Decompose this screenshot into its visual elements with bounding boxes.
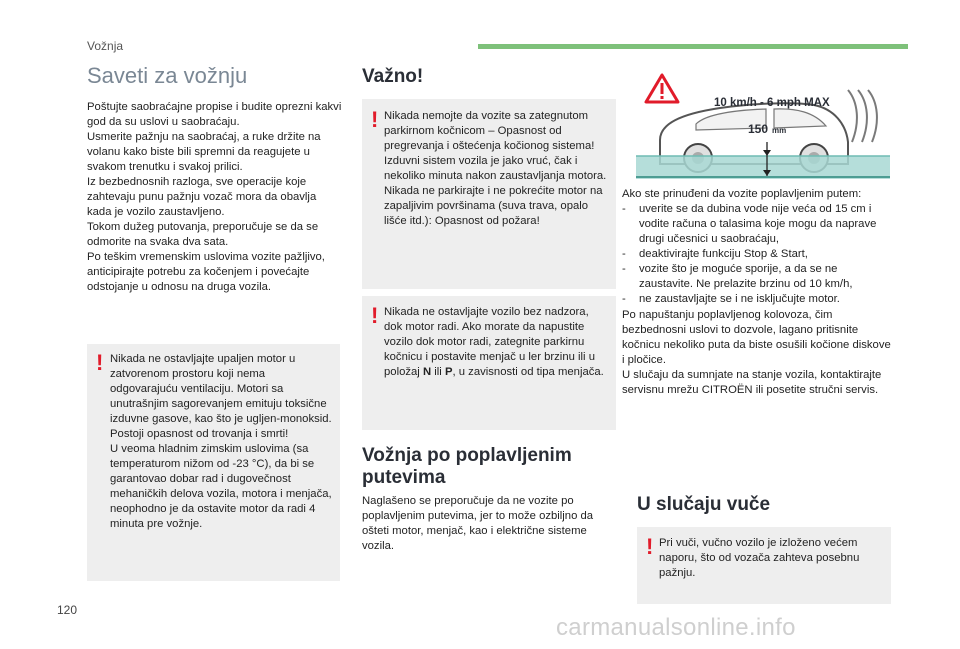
warning-exclamation-icon: ! bbox=[371, 303, 379, 328]
warning-exclamation-icon: ! bbox=[371, 107, 379, 132]
warning-box-parking-brake bbox=[362, 99, 616, 289]
flooded-roads-paragraph: Naglašeno se preporučuje da ne vozite po poplavljenim putevima, jer to može ozbiljno da ošteti motor, menjač, kao i električne sisteme vozila. bbox=[362, 495, 594, 552]
flooded-intro: Ako ste prinuđeni da vozite poplavljenim putem: bbox=[622, 188, 862, 200]
title-driving-tips: Saveti za vožnju bbox=[87, 63, 248, 88]
hazard-triangle-icon bbox=[646, 75, 678, 102]
after-flooding-paragraph: Po napuštanju poplavljenog kolovoza, čim bezbednosni uslovi to dozvole, lagano pritisnite kočnicu nekoliko puta da biste osušili kočione diskove i pločice. U slučaju da sumnjate na stanje vozila, kontaktirajte servisnu mrežu CITROËN ili posetite stručni servis. bbox=[622, 309, 891, 396]
warning-exclamation-icon: ! bbox=[96, 350, 104, 375]
warning-exclamation-icon: ! bbox=[646, 534, 654, 559]
motion-lines-icon bbox=[848, 90, 877, 142]
title-flooded-roads: Vožnja po poplavljenim putevima bbox=[362, 445, 572, 488]
warning-text-engine-idle: Nikada ne ostavljajte upaljen motor u zatvorenom prostoru koji nema odgovarajuću ventilaciju. Motori sa unutrašnjim sagorevanjem emituju toksične izduvne gasove, kao što je ugljen-monoksid. Postoji opasnost od trovanja i smrti! U veoma hladnim zimskim uslovima (sa temperaturom nižom od -23 °C), da bi se garantovao dobar rad i dugovečnost mehaničkih delova vozila, motora i menjača, neophodno je da ostavite motor da radi 4 minuta pre vožnje. bbox=[110, 353, 332, 530]
warning-text-towing: Pri vuči, vučno vozilo je izloženo većem naporu, što od vozača zahteva posebnu pažnju. bbox=[659, 537, 860, 579]
list-item: - vozite što je moguće sporije, a da se ne zaustavite. Ne prelazite brzinu od 10 km/h, bbox=[622, 263, 853, 290]
flooded-instructions-list bbox=[622, 202, 892, 307]
title-important: Važno! bbox=[362, 66, 424, 87]
section-label: Vožnja bbox=[87, 39, 124, 53]
section-accent-bar bbox=[478, 44, 908, 49]
watermark: carmanualsonline.info bbox=[556, 614, 796, 641]
list-item: - deaktivirajte funkciju Stop & Start, bbox=[622, 248, 808, 260]
driving-tips-paragraph: Poštujte saobraćajne propise i budite oprezni kakvi god da su uslovi u saobraćaju. Usmerite pažnju na saobraćaj, a ruke držite na volanu kako biste bili spremni da reagujete u svakom trenutku i svakoj prilici. Iz bezbednosnih razloga, sve operacije koje zahtevaju punu pažnju vozač mora da obavlja kada je vozilo zaustavljeno. Tokom dužeg putovanja, preporučuje se da se odmorite na svaka dva sata. Po teškim vremenskim uslovima vozite pažljivo, anticipirajte potrebu za kočenjem i povećajte odstojanje u odnosu na druga vozila. bbox=[87, 101, 342, 293]
water-surface bbox=[636, 156, 890, 179]
warning-text-parking-brake: Nikada nemojte da vozite sa zategnutom parkirnom kočnicom – Opasnost od pregrevanja i oštećenja kočionog sistema! Izduvni sistem vozila je jako vruć, čak i nekoliko minuta nakon zaustavljanja motora. Nikada ne parkirajte i ne pokrećite motor na zapaljivim površinama (suva trava, opalo lišće itd.): Opasnost od požara! bbox=[384, 110, 607, 227]
warning-box-engine-idle bbox=[87, 344, 340, 581]
warning-box-unattended bbox=[362, 296, 616, 430]
page-number: 120 bbox=[57, 603, 78, 617]
warning-box-towing bbox=[637, 527, 891, 604]
water-depth-unit: mm bbox=[772, 126, 787, 135]
water-depth-value: 150 bbox=[748, 122, 769, 136]
list-item: - uverite se da dubina vode nije veća od 15 cm i vodite računa o talasima koje mogu da naprave drugi učesnici u saobraćaju, bbox=[622, 203, 877, 245]
warning-text-unattended: Nikada ne ostavljajte vozilo bez nadzora, dok motor radi. Ako morate da napustite vozilo dok motor radi, zategnite parkirnu kočnicu i postavite menjač u ler brzinu ili u položaj N ili P, u zavisnosti od tipa menjača. bbox=[384, 306, 604, 378]
flooded-road-illustration bbox=[636, 72, 890, 179]
speed-limit-label: 10 km/h - 6 mph MAX bbox=[714, 97, 830, 109]
title-towing: U slučaju vuče bbox=[637, 494, 771, 515]
list-item: - ne zaustavljajte se i ne isključujte motor. bbox=[622, 293, 840, 305]
